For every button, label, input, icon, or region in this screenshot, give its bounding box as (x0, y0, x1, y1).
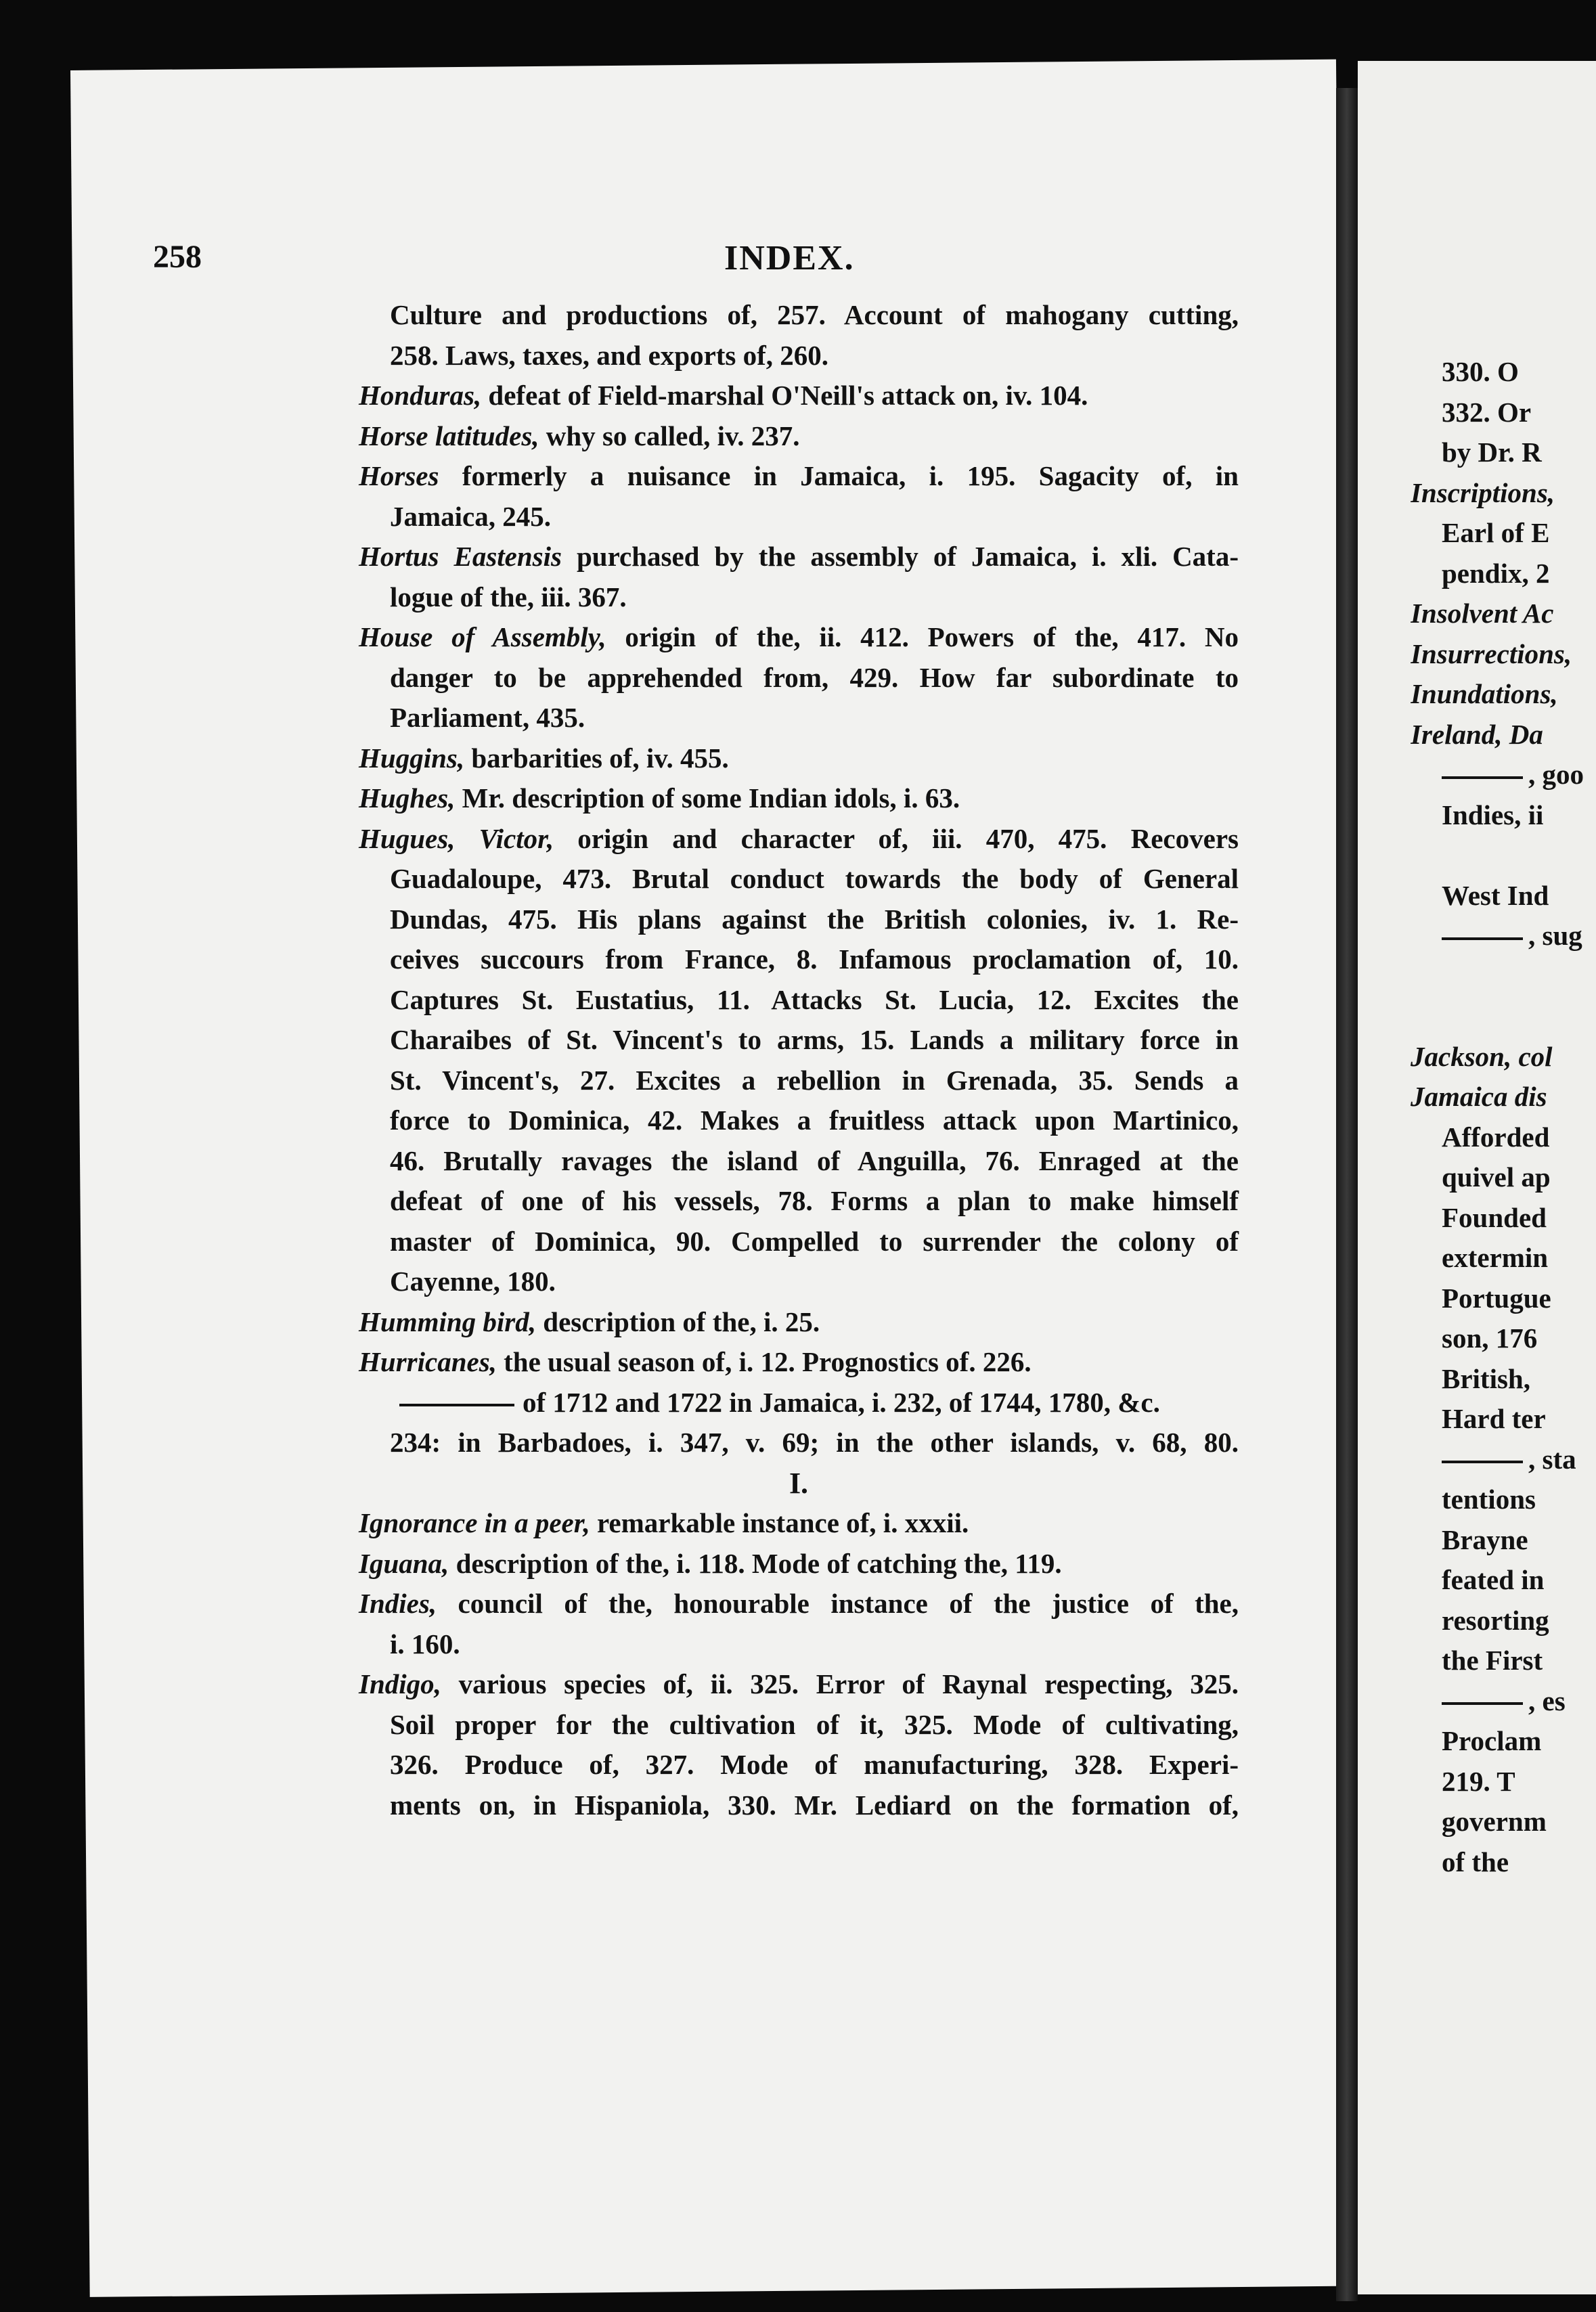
right-page-line (1442, 1279, 1596, 1319)
index-line (359, 376, 1239, 416)
running-head (0, 238, 1596, 292)
right-page-line (1442, 393, 1596, 433)
right-page-line (1442, 1762, 1596, 1802)
right-page-line (1442, 755, 1596, 795)
headword: House of Assembly, (359, 621, 606, 652)
page-number: 258 (153, 239, 202, 275)
headword: Iguana, (359, 1547, 449, 1579)
headword: Huggins, (359, 742, 465, 774)
right-line-text: Inscriptions, (1411, 476, 1555, 508)
right-page-line (1442, 1480, 1596, 1520)
entry-text: i. 160. (390, 1628, 460, 1660)
right-page-line (1442, 513, 1596, 554)
index-line (359, 899, 1239, 940)
index-line (359, 1222, 1239, 1262)
entry-text: origin and character of, iii. 470, 475. Recovers (554, 822, 1239, 854)
index-line (359, 698, 1239, 738)
right-line-text: son, 176 (1442, 1322, 1538, 1354)
entry-text: Culture and productions of, 257. Account of mahogany cutting, (390, 299, 1239, 330)
right-line-text: 330. O (1442, 356, 1519, 387)
right-line-text: , sug (1528, 920, 1582, 951)
right-line-text: governm (1442, 1806, 1547, 1837)
right-page-line (1411, 594, 1596, 634)
entry-text: master of Dominica, 90. Compelled to surrender the colony of (390, 1225, 1239, 1257)
entry-text: Parliament, 435. (390, 702, 585, 733)
entry-text: why so called, iv. 237. (539, 420, 800, 451)
right-page-line (1442, 554, 1596, 594)
index-line (359, 1664, 1239, 1705)
right-line-text: , sta (1528, 1443, 1576, 1475)
headword: Honduras, (359, 380, 482, 411)
right-line-text: Brayne (1442, 1524, 1528, 1555)
right-line-text: Ireland, Da (1411, 718, 1543, 750)
index-line (359, 1544, 1239, 1584)
entry-text: Jamaica, 245. (390, 500, 551, 532)
headword: Hurricanes, (359, 1346, 497, 1377)
right-page-line (1442, 1238, 1596, 1279)
index-line (359, 1705, 1239, 1746)
index-line (359, 1383, 1239, 1423)
right-line-text: pendix, 2 (1442, 557, 1550, 589)
index-line (359, 738, 1239, 779)
entry-text: 234: in Barbadoes, i. 347, v. 69; in the other islands, v. 68, 80. (390, 1427, 1239, 1458)
right-line-text: Hard ter (1442, 1403, 1546, 1434)
entry-text: Mr. description of some Indian idols, i. 63. (455, 782, 960, 814)
right-page-line (1411, 634, 1596, 675)
right-line-text: Afforded (1442, 1121, 1550, 1153)
index-line (359, 1141, 1239, 1182)
entry-text: St. Vincent's, 27. Excites a rebellion in Grenada, 35. Sends a (390, 1064, 1239, 1096)
index-line (359, 819, 1239, 860)
right-page-line (1411, 473, 1596, 514)
right-line-text: , goo (1528, 759, 1584, 790)
index-line (359, 1342, 1239, 1383)
right-line-text: West Ind (1442, 879, 1549, 911)
index-line (359, 1624, 1239, 1665)
index-line (359, 416, 1239, 457)
headword: Hughes, (359, 782, 456, 814)
entry-text: ments on, in Hispaniola, 330. Mr. Lediard on the formation of, (390, 1789, 1239, 1821)
headword: Humming bird, (359, 1306, 537, 1337)
section-letter (359, 1463, 1239, 1504)
index-line (359, 617, 1239, 658)
right-line-text: Insolvent Ac (1411, 598, 1554, 629)
right-page-line (1442, 795, 1596, 836)
entry-text: Captures St. Eustatius, 11. Attacks St. Lucia, 12. Excites the (390, 983, 1239, 1015)
right-line-text: by Dr. R (1442, 437, 1542, 468)
headword: Indies, (359, 1588, 437, 1619)
headword: Hortus Eastensis (359, 541, 562, 572)
entry-text: defeat of one of his vessels, 78. Forms a plan to make himself (390, 1185, 1239, 1216)
ditto-dash (1442, 776, 1523, 779)
entry-text: Soil proper for the cultivation of it, 325. Mode of cultivating, (390, 1708, 1239, 1740)
ditto-dash (399, 1404, 514, 1406)
right-page-line (1411, 1037, 1596, 1077)
headword: Horses (359, 460, 439, 491)
page-title: INDEX. (724, 239, 855, 277)
right-line-text: quivel ap (1442, 1161, 1551, 1193)
index-line (359, 1020, 1239, 1061)
index-line (359, 980, 1239, 1021)
ditto-dash (1442, 1461, 1523, 1463)
entry-text: 46. Brutally ravages the island of Anguilla, 76. Enraged at the (390, 1144, 1239, 1176)
right-page-line (1411, 674, 1596, 715)
right-page-line (1411, 715, 1596, 755)
entry-text: remarkable instance of, i. xxxii. (590, 1507, 969, 1538)
right-line-text: Jackson, col (1411, 1040, 1553, 1072)
right-page-line (1442, 1601, 1596, 1641)
right-page-line (1442, 956, 1596, 997)
index-line (359, 1745, 1239, 1785)
right-line-text: Jamaica dis (1411, 1081, 1547, 1112)
ditto-dash (1442, 937, 1523, 940)
entry-text: 258. Laws, taxes, and exports of, 260. (390, 339, 829, 371)
right-page-text (1411, 352, 1596, 1882)
index-line (359, 456, 1239, 497)
right-page-line (1442, 1520, 1596, 1561)
right-line-text: Indies, ii (1442, 799, 1544, 830)
right-line-text: tentions (1442, 1484, 1536, 1515)
right-page-line (1442, 1560, 1596, 1601)
right-page-line (1442, 352, 1596, 393)
entry-text: barbarities of, iv. 455. (464, 742, 729, 774)
right-page-line (1442, 1399, 1596, 1440)
entry-text: purchased by the assembly of Jamaica, i. xli. Cata- (561, 541, 1239, 572)
entry-text: Dundas, 475. His plans against the British colonies, iv. 1. Re- (390, 903, 1239, 935)
entry-text: of 1712 and 1722 in Jamaica, i. 232, of 1744, 1780, &c. (523, 1386, 1160, 1418)
index-line (359, 1423, 1239, 1463)
headword: Horse latitudes, (359, 420, 539, 451)
entry-text: I. (789, 1466, 809, 1500)
right-line-text: Inundations, (1411, 678, 1558, 709)
index-line (359, 778, 1239, 819)
right-page-line (1442, 1440, 1596, 1480)
index-line (359, 1302, 1239, 1343)
right-page-line (1442, 876, 1596, 916)
entry-text: 326. Produce of, 327. Mode of manufacturing, 328. Experi- (390, 1749, 1239, 1780)
right-page-line (1442, 1359, 1596, 1400)
right-page-line (1442, 1802, 1596, 1842)
right-page-line (1442, 996, 1596, 1037)
right-line-text: the First (1442, 1645, 1543, 1676)
right-page-line (1442, 1157, 1596, 1198)
index-line (359, 1503, 1239, 1544)
right-line-text: extermin (1442, 1242, 1549, 1273)
right-page-line (1442, 1681, 1596, 1722)
entry-text: the usual season of, i. 12. Prognostics of. 226. (496, 1346, 1032, 1377)
right-page-line (1442, 1117, 1596, 1158)
right-page-line (1442, 1641, 1596, 1681)
index-line (359, 336, 1239, 376)
ditto-dash (1442, 1702, 1523, 1705)
right-page-line (1442, 1842, 1596, 1883)
right-line-text: Portugue (1442, 1282, 1551, 1314)
index-line (359, 1785, 1239, 1826)
right-line-text: of the (1442, 1846, 1509, 1877)
headword: Indigo, (359, 1668, 441, 1699)
entry-text: force to Dominica, 42. Makes a fruitless attack upon Martinico, (390, 1105, 1239, 1136)
right-line-text: resorting (1442, 1604, 1549, 1636)
right-line-text: Founded (1442, 1201, 1547, 1233)
right-line-text: 219. T (1442, 1765, 1515, 1797)
right-page-line (1442, 1318, 1596, 1359)
right-line-text: Insurrections, (1411, 638, 1572, 669)
index-line (359, 939, 1239, 980)
entry-text: origin of the, ii. 412. Powers of the, 417. No (606, 621, 1239, 652)
entry-text: various species of, ii. 325. Error of Raynal respecting, 325. (441, 1668, 1239, 1699)
right-page-line (1442, 916, 1596, 956)
index-line (359, 859, 1239, 899)
entry-text: ceives succours from France, 8. Infamous proclamation of, 10. (390, 943, 1239, 975)
entry-text: Charaibes of St. Vincent's to arms, 15. Lands a military force in (390, 1024, 1239, 1055)
book-gutter (1336, 88, 1358, 2301)
headword: Hugues, Victor, (359, 822, 554, 854)
right-line-text: Earl of E (1442, 517, 1550, 548)
right-line-text: feated in (1442, 1564, 1545, 1595)
right-page-line (1442, 432, 1596, 473)
index-line (359, 497, 1239, 537)
index-line (359, 1101, 1239, 1141)
entry-text: logue of the, iii. 367. (390, 581, 627, 613)
entry-text: council of the, honourable instance of the justice of the, (437, 1588, 1239, 1619)
entry-text: Guadaloupe, 473. Brutal conduct towards the body of General (390, 863, 1239, 894)
right-page-line (1442, 1721, 1596, 1762)
right-page-line (1411, 1077, 1596, 1117)
entry-text: formerly a nuisance in Jamaica, i. 195. Sagacity of, in (439, 460, 1239, 491)
right-line-text: , es (1528, 1685, 1566, 1716)
right-page-line (1442, 1198, 1596, 1239)
index-line (359, 1262, 1239, 1302)
index-line (359, 537, 1239, 577)
entry-text: Cayenne, 180. (390, 1266, 556, 1297)
index-entries (359, 295, 1239, 1825)
index-line (359, 295, 1239, 336)
index-line (359, 1061, 1239, 1101)
entry-text: danger to be apprehended from, 429. How far subordinate to (390, 661, 1239, 693)
entry-text: defeat of Field-marshal O'Neill's attack on, iv. 104. (481, 380, 1088, 411)
index-line (359, 1181, 1239, 1222)
index-line (359, 577, 1239, 618)
entry-text: description of the, i. 25. (536, 1306, 820, 1337)
right-line-text: Proclam (1442, 1725, 1542, 1756)
entry-text: description of the, i. 118. Mode of catching the, 119. (449, 1547, 1062, 1579)
right-page-line (1442, 835, 1596, 876)
right-line-text: 332. Or (1442, 396, 1532, 428)
index-line (359, 1584, 1239, 1624)
index-line (359, 658, 1239, 698)
right-line-text: British, (1442, 1362, 1530, 1394)
headword: Ignorance in a peer, (359, 1507, 590, 1538)
